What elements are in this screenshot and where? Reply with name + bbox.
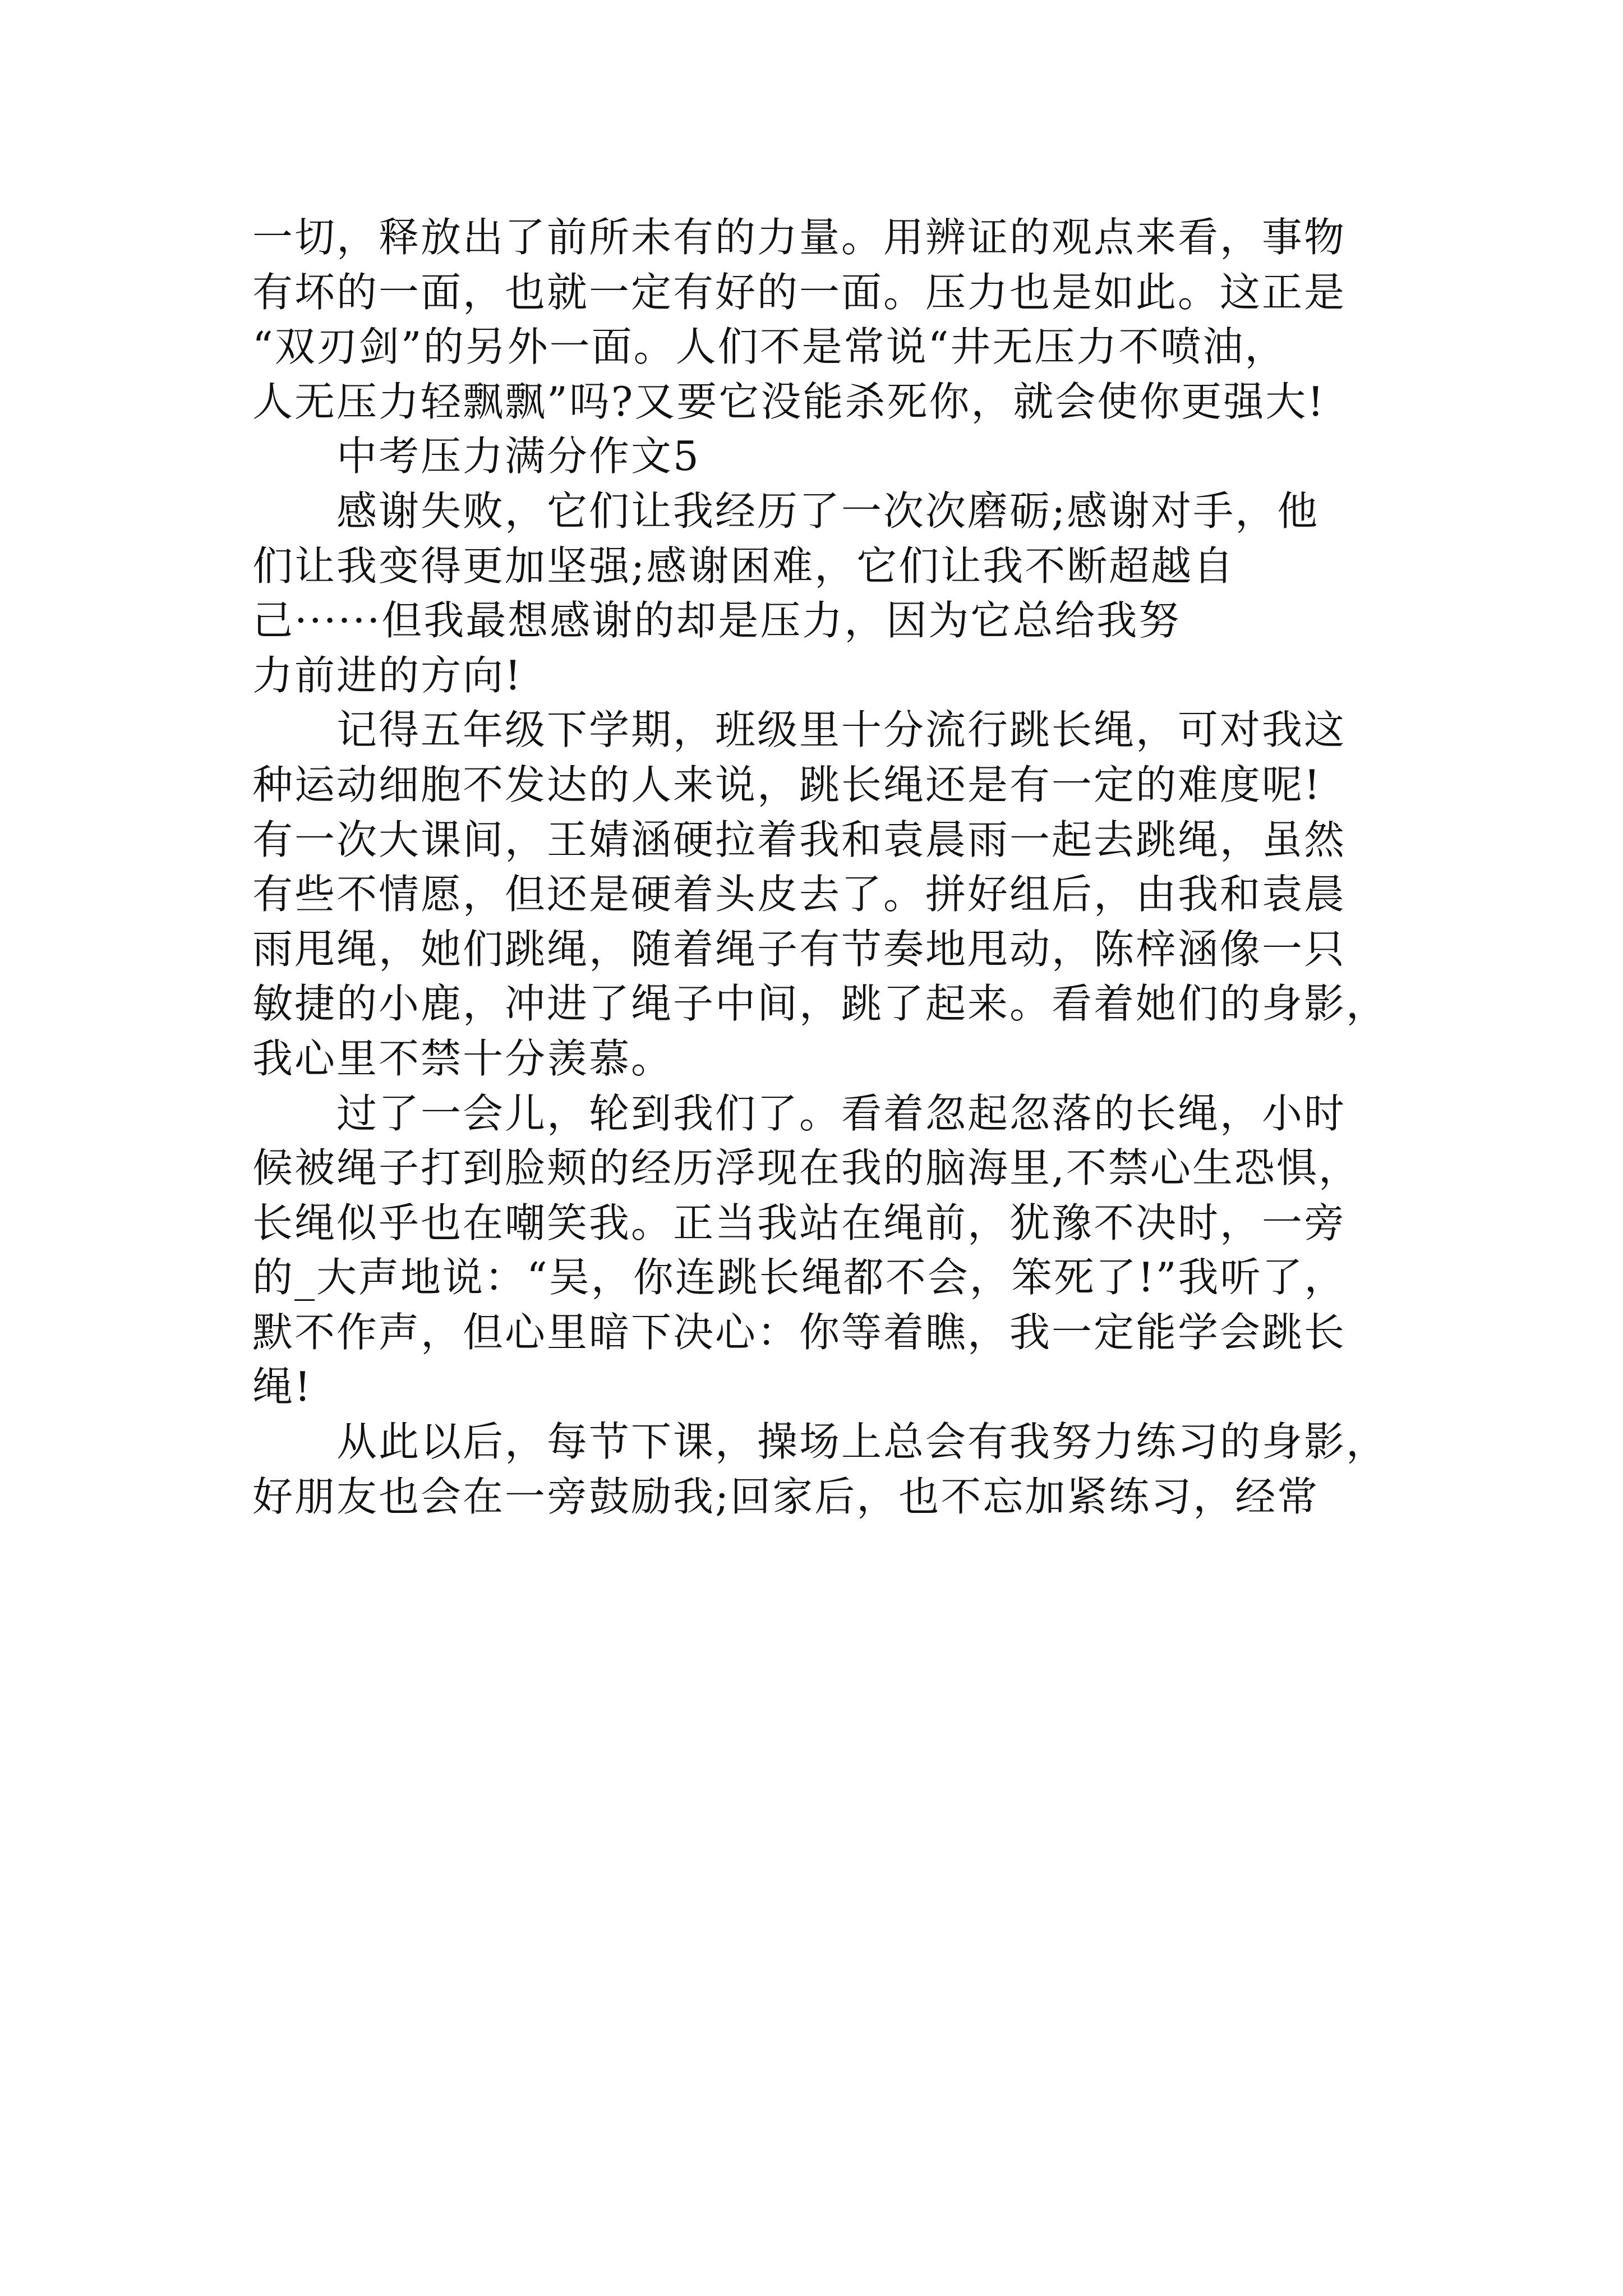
text-line: “双刃剑”的另外一面。人们不是常说“井无压力不喷油， <box>252 323 1287 371</box>
text-line: 有一次大课间，王婧涵硬拉着我和袁晨雨一起去跳绳，虽然 <box>252 816 1347 863</box>
text-line: 力前进的方向! <box>252 651 523 699</box>
text-line: 一切，释放出了前所未有的力量。用辨证的观点来看，事物 <box>252 214 1347 261</box>
text-line: 敏捷的小鹿，冲进了绳子中间，跳了起来。看着她们的身影， <box>252 980 1389 1028</box>
paragraph-first-line: 感谢失败，它们让我经历了一次次磨砺;感谢对手，他 <box>336 487 1320 535</box>
text-line: 有坏的一面，也就一定有好的一面。压力也是如此。这正是 <box>252 268 1347 316</box>
essay-body <box>252 210 1387 1524</box>
text-line: 默不作声，但心里暗下决心：你等着瞧，我一定能学会跳长 <box>252 1308 1347 1356</box>
text-line: 们让我变得更加坚强;感谢困难，它们让我不断超越自 <box>252 542 1235 590</box>
section-heading: 中考压力满分作文5 <box>336 432 700 480</box>
text-line: 己······但我最想感谢的却是压力，因为它总给我努 <box>252 597 1181 645</box>
text-line: 雨甩绳，她们跳绳，随着绳子有节奏地甩动，陈梓涵像一只 <box>252 925 1347 973</box>
text-line: 长绳似乎也在嘲笑我。正当我站在绳前，犹豫不决时，一旁 <box>252 1199 1347 1246</box>
text-line: 的_大声地说：“吴，你连跳长绳都不会，笨死了!”我听了， <box>252 1254 1347 1301</box>
text-line: 候被绳子打到脸颊的经历浮现在我的脑海里,不禁心生恐惧， <box>252 1144 1361 1192</box>
paragraph-first-line: 从此以后，每节下课，操场上总会有我努力练习的身影， <box>336 1418 1389 1466</box>
text-line: 人无压力轻飘飘”吗?又要它没能杀死你，就会使你更强大! <box>252 378 1326 425</box>
text-line: 有些不情愿，但还是硬着头皮去了。拼好组后，由我和袁晨 <box>252 871 1347 918</box>
text-line: 我心里不禁十分羡慕。 <box>252 1034 674 1082</box>
paragraph-first-line: 记得五年级下学期，班级里十分流行跳长绳，可对我这 <box>336 706 1347 754</box>
paragraph-first-line: 过了一会儿，轮到我们了。看着忽起忽落的长绳，小时 <box>336 1089 1347 1137</box>
text-line: 种运动细胞不发达的人来说，跳长绳还是有一定的难度呢! <box>252 761 1322 808</box>
text-line: 绳! <box>252 1363 312 1411</box>
text-line: 好朋友也会在一旁鼓励我;回家后，也不忘加紧练习，经常 <box>252 1473 1320 1520</box>
